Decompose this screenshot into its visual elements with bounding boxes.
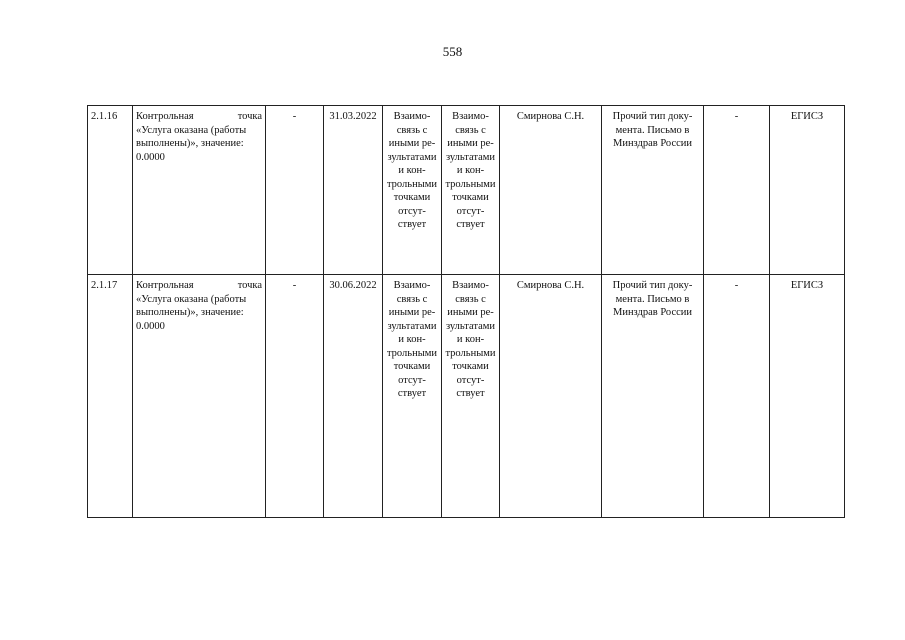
document-type-cell	[602, 275, 704, 518]
responsible-cell: Смирнова С.Н.	[500, 106, 602, 275]
name-line-3: выполнены)», значение:	[136, 307, 244, 318]
document-table	[87, 105, 845, 518]
col9-value: -	[704, 275, 770, 518]
name-line-2: «Услуга оказана (работы	[136, 293, 247, 305]
text-line: Взаимо-	[393, 280, 431, 291]
text-line: точками	[452, 192, 489, 203]
relation-cell-a	[383, 275, 442, 518]
relation-cell-b	[442, 275, 500, 518]
text-line: иными ре-	[447, 138, 494, 149]
text-line: Взаимо-	[452, 280, 489, 291]
text-line: отсут-	[456, 374, 485, 386]
name-word-2: точка	[237, 280, 262, 291]
text-line: зультатами	[387, 151, 437, 163]
text-line: и кон-	[398, 334, 426, 345]
name-word-2: точка	[237, 111, 262, 122]
text-line: ствует	[456, 388, 485, 399]
text-line: отсут-	[398, 205, 426, 217]
text-line: трольными	[386, 178, 438, 190]
name-line-4: 0.0000	[136, 320, 165, 332]
system-cell: ЕГИСЗ	[770, 106, 845, 275]
text-line: Взаимо-	[393, 111, 431, 122]
text-line: точками	[393, 192, 431, 203]
text-line: трольными	[386, 347, 438, 359]
text-line: трольными	[445, 178, 496, 190]
name-word-1: Контрольная	[136, 111, 194, 122]
text-line: ствует	[456, 219, 485, 230]
text-line: и кон-	[456, 334, 485, 345]
col3-value: -	[266, 106, 324, 275]
text-line: и кон-	[398, 165, 426, 176]
control-point-name	[133, 106, 266, 275]
text-line: иными ре-	[388, 307, 436, 318]
text-line: зультатами	[387, 320, 437, 332]
text-line: отсут-	[456, 205, 485, 217]
row-number: 2.1.16	[88, 106, 133, 275]
relation-cell-a	[383, 106, 442, 275]
name-line-4: 0.0000	[136, 151, 165, 163]
text-line: зультатами	[445, 320, 496, 332]
date-cell: 30.06.2022	[324, 275, 383, 518]
text-line: иными ре-	[388, 138, 436, 149]
text-line: иными ре-	[447, 307, 494, 318]
text-line: Минздрав России	[612, 138, 693, 149]
system-cell: ЕГИСЗ	[770, 275, 845, 518]
table-row	[88, 275, 845, 518]
text-line: точками	[393, 361, 431, 372]
name-word-1: Контрольная	[136, 280, 194, 291]
document-type-cell	[602, 106, 704, 275]
text-line: ствует	[397, 219, 427, 230]
text-line: мента. Письмо в	[615, 293, 690, 305]
name-line-3: выполнены)», значение:	[136, 138, 244, 149]
col9-value: -	[704, 106, 770, 275]
page-number: 558	[442, 44, 463, 59]
text-line: точками	[452, 361, 489, 372]
text-line: и кон-	[456, 165, 485, 176]
text-line: Прочий тип доку-	[612, 111, 693, 122]
text-line: Минздрав России	[612, 307, 693, 318]
responsible-cell: Смирнова С.Н.	[500, 275, 602, 518]
text-line: связь с	[396, 124, 428, 136]
row-number: 2.1.17	[88, 275, 133, 518]
table-row	[88, 106, 845, 275]
text-line: трольными	[445, 347, 496, 359]
text-line: связь с	[396, 293, 428, 305]
col3-value: -	[266, 275, 324, 518]
control-point-name	[133, 275, 266, 518]
relation-cell-b	[442, 106, 500, 275]
text-line: Прочий тип доку-	[612, 280, 693, 291]
text-line: отсут-	[398, 374, 426, 386]
name-line-2: «Услуга оказана (работы	[136, 124, 247, 136]
text-line: Взаимо-	[452, 111, 489, 122]
text-line: связь с	[455, 293, 486, 305]
text-line: ствует	[397, 388, 427, 399]
text-line: мента. Письмо в	[615, 124, 690, 136]
date-cell: 31.03.2022	[324, 106, 383, 275]
text-line: зультатами	[445, 151, 496, 163]
text-line: связь с	[455, 124, 486, 136]
